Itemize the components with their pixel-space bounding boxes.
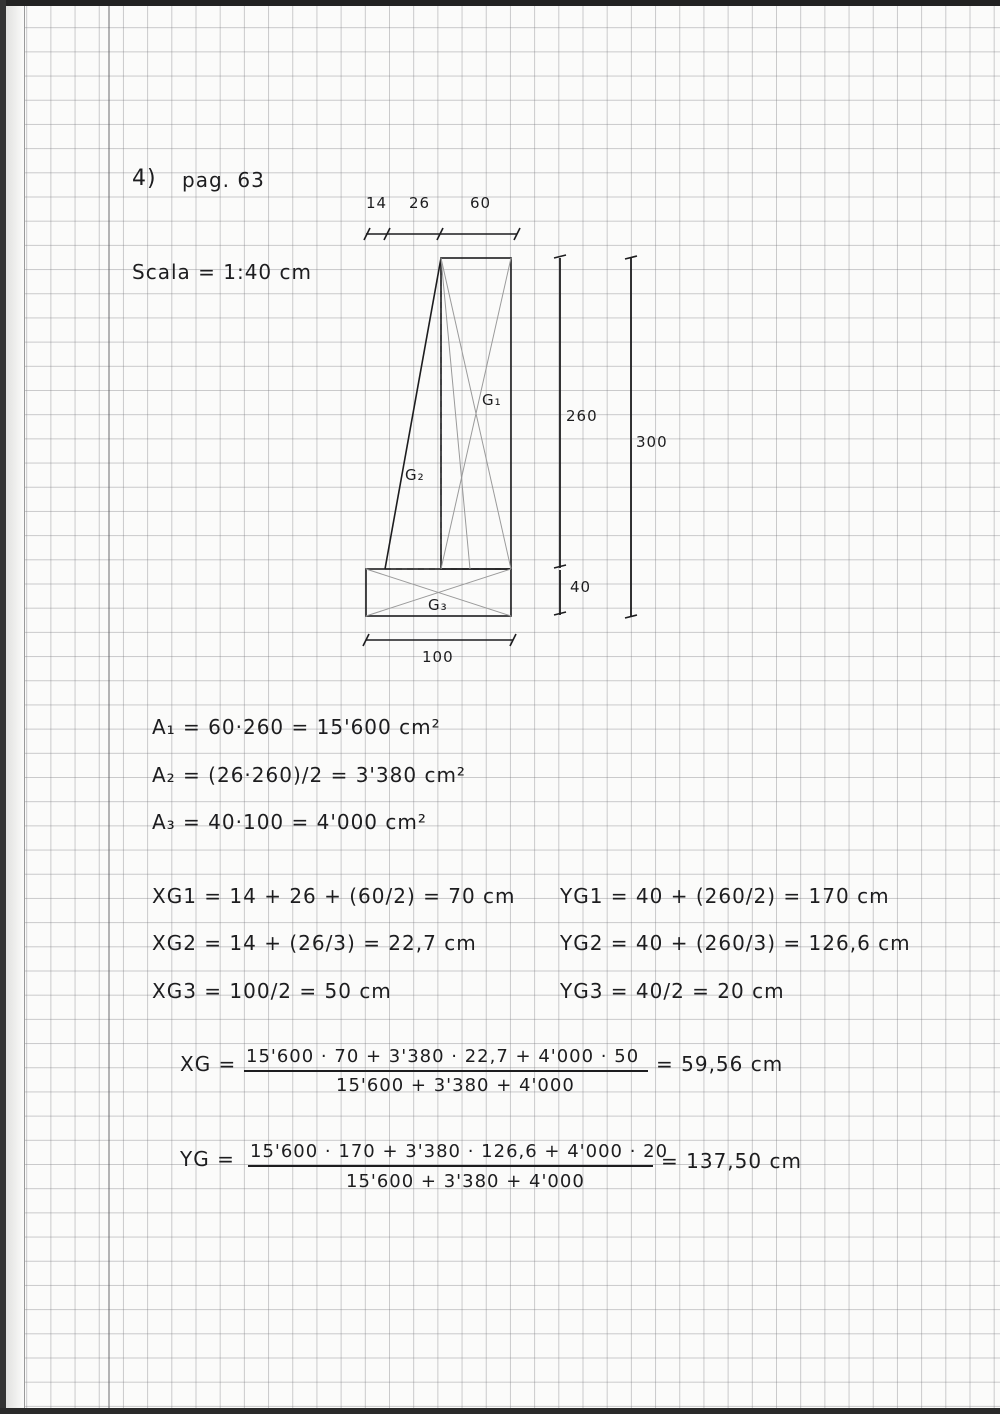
yg-lhs: YG = — [180, 1147, 235, 1171]
dim-top-60: 60 — [470, 194, 492, 212]
dim-tick — [554, 255, 566, 258]
section-figure — [0, 0, 1000, 700]
yg1-equation: YG1 = 40 + (260/2) = 170 cm — [560, 884, 890, 908]
label-g1: G₁ — [482, 391, 502, 409]
page-reference: pag. 63 — [182, 168, 265, 192]
dim-260: 260 — [566, 407, 598, 425]
yg-numerator: 15'600 · 170 + 3'380 · 126,6 + 4'000 · 20 — [250, 1141, 669, 1162]
label-g2: G₂ — [405, 466, 425, 484]
area-a3: A₃ = 40·100 = 4'000 cm² — [152, 810, 427, 834]
dim-40: 40 — [570, 578, 592, 596]
xg1-equation: XG1 = 14 + 26 + (60/2) = 70 cm — [152, 884, 516, 908]
dim-300: 300 — [636, 433, 668, 451]
median-g2 — [441, 258, 470, 569]
xg2-equation: XG2 = 14 + (26/3) = 22,7 cm — [152, 931, 477, 955]
yg-denominator: 15'600 + 3'380 + 4'000 — [346, 1171, 585, 1192]
exercise-number: 4) — [132, 166, 157, 191]
xg3-equation: XG3 = 100/2 = 50 cm — [152, 979, 392, 1003]
scale-label: Scala = 1:40 cm — [132, 260, 312, 284]
triangle-g2-hypotenuse — [385, 258, 441, 569]
dim-top-14: 14 — [366, 194, 388, 212]
label-g3: G₃ — [428, 596, 448, 614]
xg-denominator: 15'600 + 3'380 + 4'000 — [336, 1075, 575, 1096]
area-a2: A₂ = (26·260)/2 = 3'380 cm² — [152, 763, 466, 787]
dim-top-26: 26 — [409, 194, 431, 212]
area-a1: A₁ = 60·260 = 15'600 cm² — [152, 715, 441, 739]
dim-bottom-100: 100 — [422, 648, 454, 666]
page-edge-bottom — [0, 1408, 1000, 1414]
xg-numerator: 15'600 · 70 + 3'380 · 22,7 + 4'000 · 50 — [246, 1046, 640, 1067]
xg-lhs: XG = — [180, 1052, 237, 1076]
yg2-equation: YG2 = 40 + (260/3) = 126,6 cm — [560, 931, 911, 955]
yg3-equation: YG3 = 40/2 = 20 cm — [560, 979, 785, 1003]
yg-fraction-bar — [248, 1165, 653, 1167]
xg-fraction-bar — [244, 1070, 648, 1072]
xg-result: = 59,56 cm — [656, 1052, 784, 1076]
yg-result: = 137,50 cm — [661, 1149, 802, 1173]
